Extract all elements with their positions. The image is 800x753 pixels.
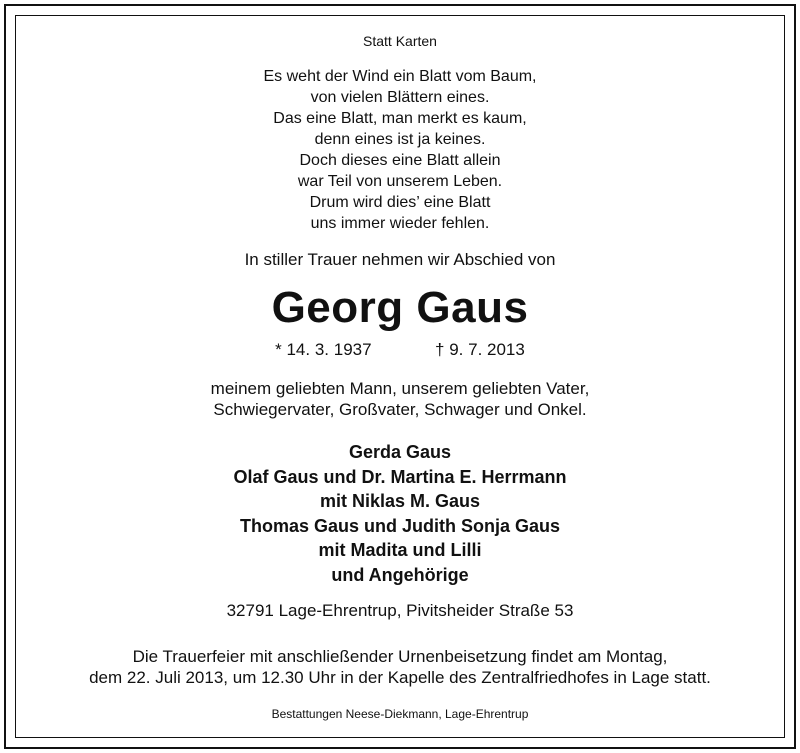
birth-date: * 14. 3. 1937 — [275, 340, 372, 359]
death-date: † 9. 7. 2013 — [435, 340, 525, 359]
family-member: und Angehörige — [331, 564, 469, 585]
intro-text: In stiller Trauer nehmen wir Abschied von — [244, 250, 556, 269]
poem-line: von vielen Blättern eines. — [310, 89, 490, 106]
life-dates — [0, 340, 800, 360]
poem-line: Es weht der Wind ein Blatt vom Baum, — [263, 68, 537, 85]
family-member: Thomas Gaus und Judith Sonja Gaus — [239, 515, 561, 536]
family-member: Olaf Gaus und Dr. Martina E. Herrmann — [233, 466, 567, 487]
family-member: Gerda Gaus — [348, 442, 452, 462]
family-member: mit Madita und Lilli — [318, 540, 482, 560]
relation-line: Schwiegervater, Großvater, Schwager und Onkel. — [213, 400, 587, 419]
poem-line: Doch dieses eine Blatt allein — [299, 152, 501, 169]
address: 32791 Lage-Ehrentrup, Pivitsheider Straße 53 — [226, 601, 574, 620]
poem-line: Das eine Blatt, man merkt es kaum, — [273, 110, 527, 127]
service-line: Die Trauerfeier mit anschließender Urnenbeisetzung findet am Montag, — [132, 647, 668, 666]
service-line: dem 22. Juli 2013, um 12.30 Uhr in der Kapelle des Zentralfriedhofes in Lage statt. — [89, 668, 711, 687]
poem-line: uns immer wieder fehlen. — [310, 215, 490, 232]
family-member: mit Niklas M. Gaus — [319, 491, 481, 511]
header-text: Statt Karten — [363, 33, 437, 49]
relation-line: meinem geliebten Mann, unserem geliebten Vater, — [210, 379, 590, 398]
poem-line: Drum wird dies’ eine Blatt — [309, 194, 491, 211]
poem-line: denn eines ist ja keines. — [314, 131, 486, 148]
deceased-name: Georg Gaus — [271, 283, 529, 332]
poem-line: war Teil von unserem Leben. — [297, 173, 503, 190]
funeral-home: Bestattungen Neese-Diekmann, Lage-Ehrentrup — [271, 707, 529, 721]
